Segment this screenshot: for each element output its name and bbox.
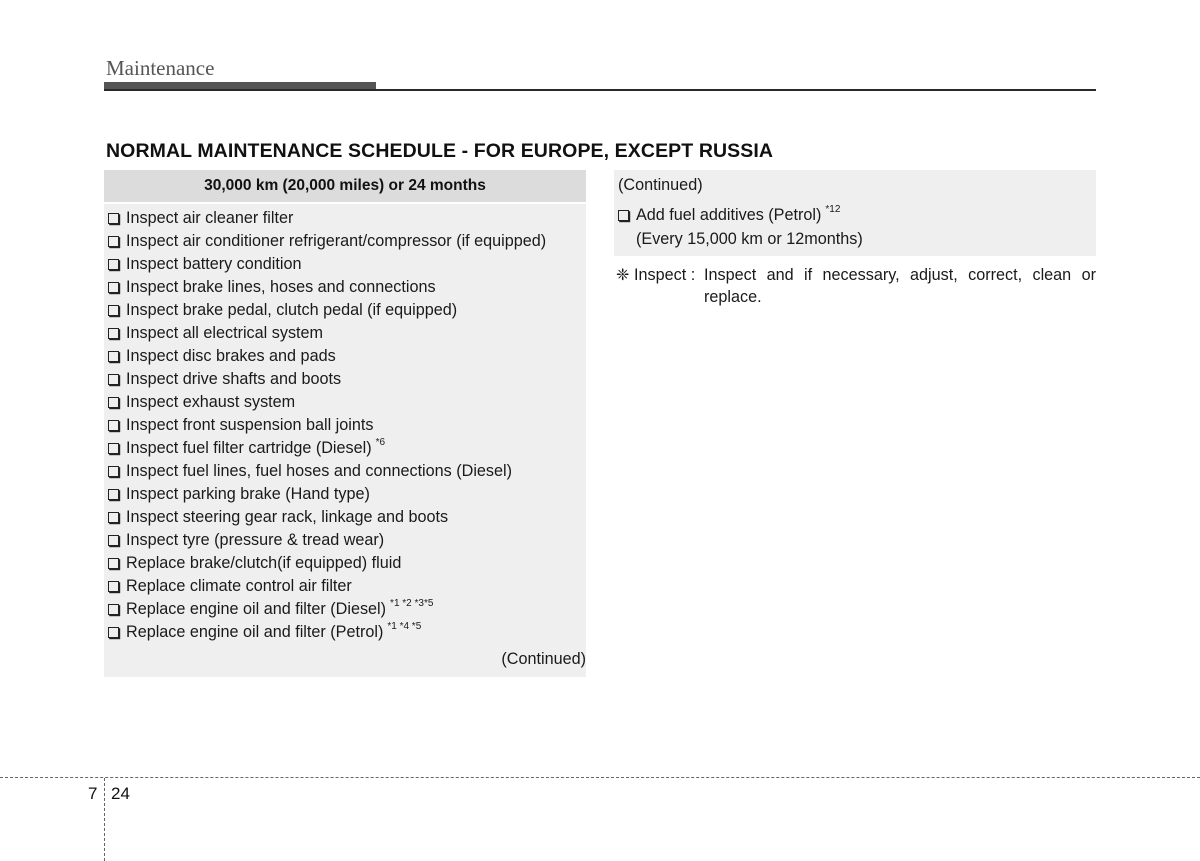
checklist-item [108, 345, 546, 368]
checkbox-icon [108, 236, 119, 247]
interval-heading: 30,000 km (20,000 miles) or 24 months [104, 170, 586, 204]
checklist-item [108, 460, 546, 483]
checklist-item-text: Inspect brake pedal, clutch pedal (if equipped) [126, 301, 458, 319]
checklist-item-text: Inspect fuel filter cartridge (Diesel) [126, 439, 372, 457]
checkbox-icon [108, 305, 119, 316]
footnote-ref: *12 [825, 204, 841, 215]
schedule-table-left [104, 170, 586, 677]
page-number: 24 [111, 784, 130, 803]
checklist-item-text: Inspect brake lines, hoses and connections [126, 278, 436, 296]
footnote-ref: *1 *4 *5 [387, 621, 422, 632]
checklist-item-text: Inspect all electrical system [126, 324, 324, 342]
checklist-item [108, 276, 546, 299]
checkbox-icon [108, 374, 119, 385]
legend-note [616, 264, 1096, 308]
checkbox-icon [108, 397, 119, 408]
checklist-item [108, 552, 546, 575]
checklist-item-text: Inspect battery condition [126, 255, 302, 273]
checklist-item-text: Inspect parking brake (Hand type) [126, 485, 370, 503]
legend-mark-icon: ❈ [616, 266, 630, 284]
checklist-item [108, 253, 546, 276]
checklist-item [108, 621, 546, 644]
checkbox-icon [108, 259, 119, 270]
checklist-item [618, 206, 840, 225]
checklist-item-text: Inspect tyre (pressure & tread wear) [126, 531, 385, 549]
checkbox-icon [108, 443, 119, 454]
checklist-item [108, 299, 546, 322]
checklist-item [108, 391, 546, 414]
legend-key: Inspect : [634, 266, 696, 284]
checklist-item-text: Inspect steering gear rack, linkage and boots [126, 508, 449, 526]
checklist-item-text: Inspect exhaust system [126, 393, 296, 411]
checklist [108, 207, 546, 644]
section-title: Maintenance [106, 56, 215, 80]
checklist-item-text: Add fuel additives (Petrol) [636, 206, 822, 224]
checklist-item-text: Inspect air conditioner refrigerant/compressor (if equipped) [126, 232, 547, 250]
checklist-item [108, 414, 546, 437]
checkbox-icon [108, 328, 119, 339]
checklist-item [108, 437, 546, 460]
checkbox-icon [108, 420, 119, 431]
checklist-item [108, 368, 546, 391]
checkbox-icon [108, 282, 119, 293]
checklist-item-text: Inspect front suspension ball joints [126, 416, 374, 434]
checklist-item [108, 598, 546, 621]
checkbox-icon [108, 604, 119, 615]
header-rule [104, 89, 1096, 91]
checklist-item [108, 207, 546, 230]
checkbox-icon [618, 210, 629, 221]
checklist-item-text: Inspect fuel lines, fuel hoses and connections (Diesel) [126, 462, 513, 480]
checkbox-icon [108, 351, 119, 362]
footnote-ref: *6 [375, 437, 386, 448]
checkbox-icon [108, 535, 119, 546]
page-heading: NORMAL MAINTENANCE SCHEDULE - FOR EUROPE, EXCEPT RUSSIA [106, 140, 774, 162]
schedule-table-right [614, 170, 1096, 256]
continued-label-right: (Continued) [618, 176, 703, 194]
checklist-item-text: Inspect drive shafts and boots [126, 370, 342, 388]
checklist-item [108, 483, 546, 506]
checkbox-icon [108, 627, 119, 638]
footer-dashed-rule [0, 777, 1200, 778]
checkbox-icon [108, 581, 119, 592]
checklist-item [108, 230, 546, 253]
checkbox-icon [108, 466, 119, 477]
checkbox-icon [108, 512, 119, 523]
checklist-item [108, 322, 546, 345]
checklist-item-subtext: (Every 15,000 km or 12months) [636, 230, 863, 248]
checkbox-icon [108, 558, 119, 569]
checklist-item-text: Replace engine oil and filter (Diesel) [126, 600, 387, 618]
checklist-item-text: Inspect disc brakes and pads [126, 347, 336, 365]
chapter-number: 7 [88, 784, 98, 803]
continued-label-left: (Continued) [501, 650, 586, 668]
checkbox-icon [108, 489, 119, 500]
checklist-item [108, 529, 546, 552]
checklist-item-text: Replace climate control air filter [126, 577, 352, 595]
checklist-item-text: Replace brake/clutch(if equipped) fluid [126, 554, 402, 572]
footer-dashed-divider [104, 778, 105, 861]
legend-text: Inspect and if necessary, adjust, correct, clean or replace. [704, 266, 1096, 306]
checkbox-icon [108, 213, 119, 224]
checklist-item [108, 506, 546, 529]
checklist-item-text: Inspect air cleaner filter [126, 209, 294, 227]
checklist-item-text: Replace engine oil and filter (Petrol) [126, 623, 384, 641]
footnote-ref: *1 *2 *3*5 [390, 598, 434, 609]
checklist-item [108, 575, 546, 598]
